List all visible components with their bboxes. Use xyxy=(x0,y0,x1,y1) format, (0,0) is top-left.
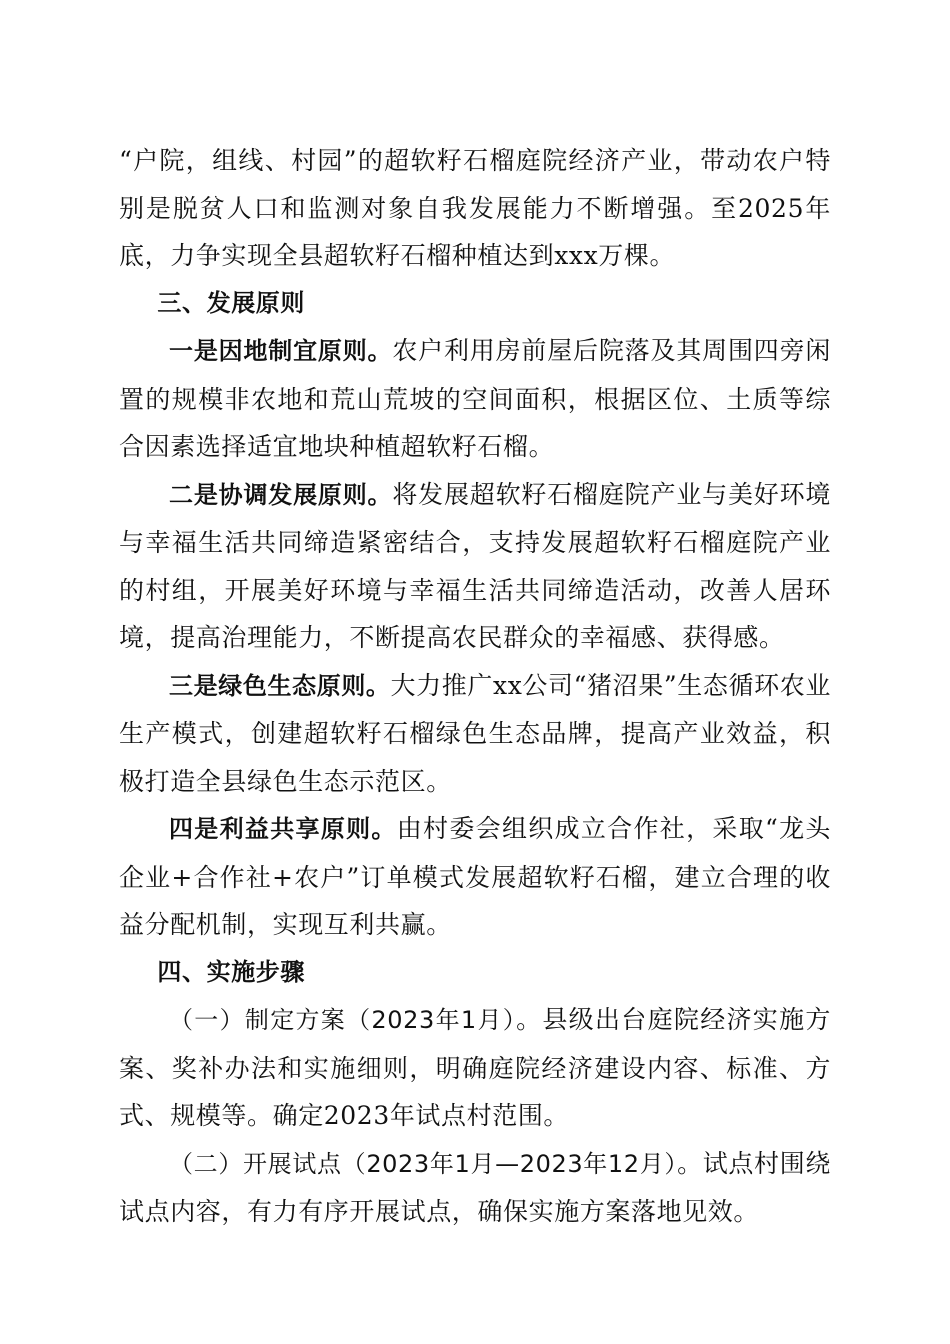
section-heading-steps: 四、实施步骤 xyxy=(157,957,305,986)
principle-lead: 一是因地制宜原则。 xyxy=(169,337,393,365)
section-heading-principles: 三、发展原则 xyxy=(157,288,305,317)
step-body: 。试点村围绕试点内容，有力有序开展试点，确保实施方案落地见效。 xyxy=(119,1148,831,1226)
principle-lead: 三是绿色生态原则。 xyxy=(169,671,391,700)
principle-lead: 四是利益共享原则。 xyxy=(169,815,397,843)
principle-body: 农户利用房前屋后院落及其周围四旁闲置的规模非农地和荒山荒坡的空间面积，根据区位、土质等综合因素选择适宜地块种植超软籽石榴。 xyxy=(119,336,831,461)
intro-paragraph: “户院，组线、村园”的超软籽石榴庭院经济产业，带动农户特别是脱贫人口和监测对象自我发展能力不断增强。至2025年底，力争实现全县超软籽石榴种植达到xxx万棵。 xyxy=(119,146,831,270)
document-body xyxy=(119,137,831,1236)
step-paragraph xyxy=(119,996,831,1140)
principle-body: 由村委会组织成立合作社，采取“龙头企业+合作社+农户”订单模式发展超软籽石榴，建立合理的收益分配机制，实现互利共赢。 xyxy=(119,814,832,939)
principle-body: 将发展超软籽石榴庭院产业与美好环境与幸福生活共同缔造紧密结合，支持发展超软籽石榴庭院产业的村组，开展美好环境与幸福生活共同缔造活动，改善人居环境，提高治理能力，不断提高农民群众的幸福感、获得感。 xyxy=(119,479,831,652)
principle-paragraph xyxy=(119,805,831,949)
step-lead: （二）开展试点（2023年1月—2023年12月） xyxy=(169,1149,678,1178)
step-lead: （一）制定方案（2023年1月） xyxy=(169,1006,517,1034)
principle-body: 大力推广xx公司“猪沼果”生态循环农业生产模式，创建超软籽石榴绿色生态品牌，提高产业效益，积极打造全县绿色生态示范区。 xyxy=(119,670,831,796)
principle-lead: 二是协调发展原则。 xyxy=(169,480,393,509)
principle-paragraph xyxy=(119,662,831,806)
step-paragraph xyxy=(119,1140,831,1236)
principle-paragraph xyxy=(119,471,831,662)
principle-paragraph xyxy=(119,327,831,471)
step-body: 。县级出台庭院经济实施方案、奖补办法和实施细则，明确庭院经济建设内容、标准、方式、规模等。确定2023年试点村范围。 xyxy=(119,1005,831,1130)
